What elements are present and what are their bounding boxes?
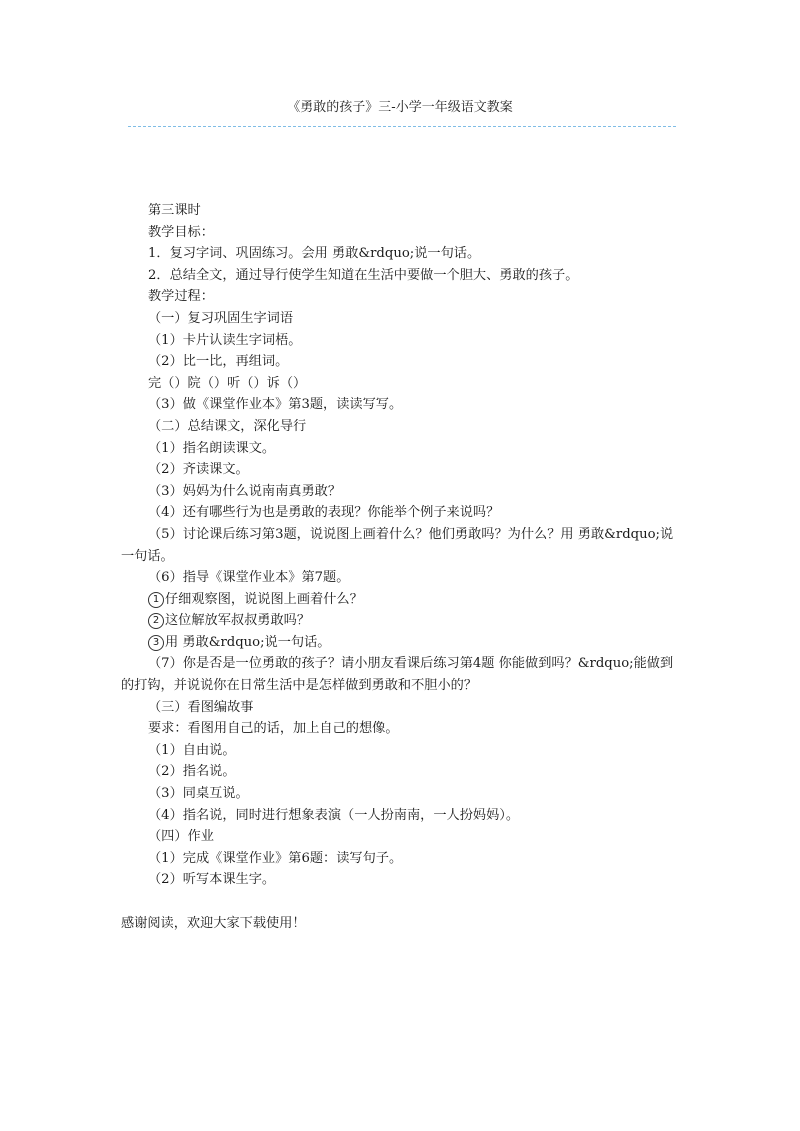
- text-line: 要求：看图用自己的话，加上自己的想像。: [148, 721, 399, 737]
- header-divider: [128, 126, 676, 127]
- text-line: 教学目标：: [148, 224, 214, 240]
- text-line: （四）作业: [148, 829, 214, 845]
- text-line: （2）齐读课文。: [148, 462, 249, 478]
- text-line: （3）同桌互说。: [148, 786, 249, 802]
- text-line: 教学过程：: [148, 289, 214, 305]
- text-line: （1）卡片认读生字词梧。: [148, 332, 302, 348]
- text-line: （2）比一比，再组词。: [148, 354, 289, 370]
- numbered-sub-item: [121, 610, 681, 632]
- text-line: （三）看图编故事: [148, 699, 254, 715]
- text-line: 2．总结全文，通过导行使学生知道在生活中要做一个胆大、勇敢的孩子。: [148, 267, 579, 283]
- sub-item-text: 用 勇敢&rdquo;说一句话。: [165, 634, 331, 650]
- circled-number: 1: [148, 592, 164, 608]
- numbered-sub-item: [121, 589, 681, 611]
- text-line: 第三课时: [148, 203, 201, 218]
- closing-note: 感谢阅读，欢迎大家下载使用！: [121, 915, 306, 931]
- text-line: （一）复习巩固生字词语: [148, 310, 294, 326]
- blank-line: [121, 891, 681, 913]
- text-line: 1．复习字词、巩固练习。会用 勇敢&rdquo;说一句话。: [148, 246, 481, 262]
- text-line: （1）指名朗读课文。: [148, 440, 276, 456]
- circled-number: 2: [148, 613, 164, 629]
- page-title: 《勇敢的孩子》三-小学一年级语文教案: [287, 100, 513, 115]
- sub-item-text: 这位解放军叔叔勇敢吗？: [165, 613, 311, 629]
- text-line: （2）指名说。: [148, 764, 236, 780]
- text-line: （4）还有哪些行为也是勇敢的表现？你能举个例子来说吗？: [148, 505, 500, 521]
- text-line: （二）总结课文，深化导行: [148, 418, 307, 434]
- text-line: （5）讨论课后练习第3题，说说图上画着什么？他们勇敢吗？为什么？用 勇敢&rdquo;说一句话。: [121, 526, 674, 564]
- text-line: （2）听写本课生字。: [148, 872, 276, 888]
- text-line: （4）指名说，同时进行想象表演（一人扮南南，一人扮妈妈）。: [148, 807, 520, 823]
- text-line: （3）妈妈为什么说南南真勇敢？: [148, 483, 342, 499]
- text-line: 完（）院（）听（）诉（）: [148, 375, 307, 391]
- numbered-sub-item: [121, 632, 681, 654]
- text-line: （3）做《课堂作业本》第3题，读读写写。: [148, 397, 403, 413]
- text-line: （1）自由说。: [148, 742, 236, 758]
- text-line: （6）指导《课堂作业本》第7题。: [148, 570, 350, 586]
- sub-item-text: 仔细观察图，说说图上画着什么？: [165, 591, 363, 607]
- text-line: （1）完成《课堂作业》第6题：读写句子。: [148, 850, 403, 866]
- circled-number: 3: [148, 635, 164, 651]
- text-line: （7）你是否是一位勇敢的孩子？请小朋友看课后练习第4题 你能做到吗？&rdquo;能做到的打钩，并说说你在日常生活中是怎样做到勇敢和不胆小的？: [121, 656, 674, 694]
- document-body: [121, 200, 681, 934]
